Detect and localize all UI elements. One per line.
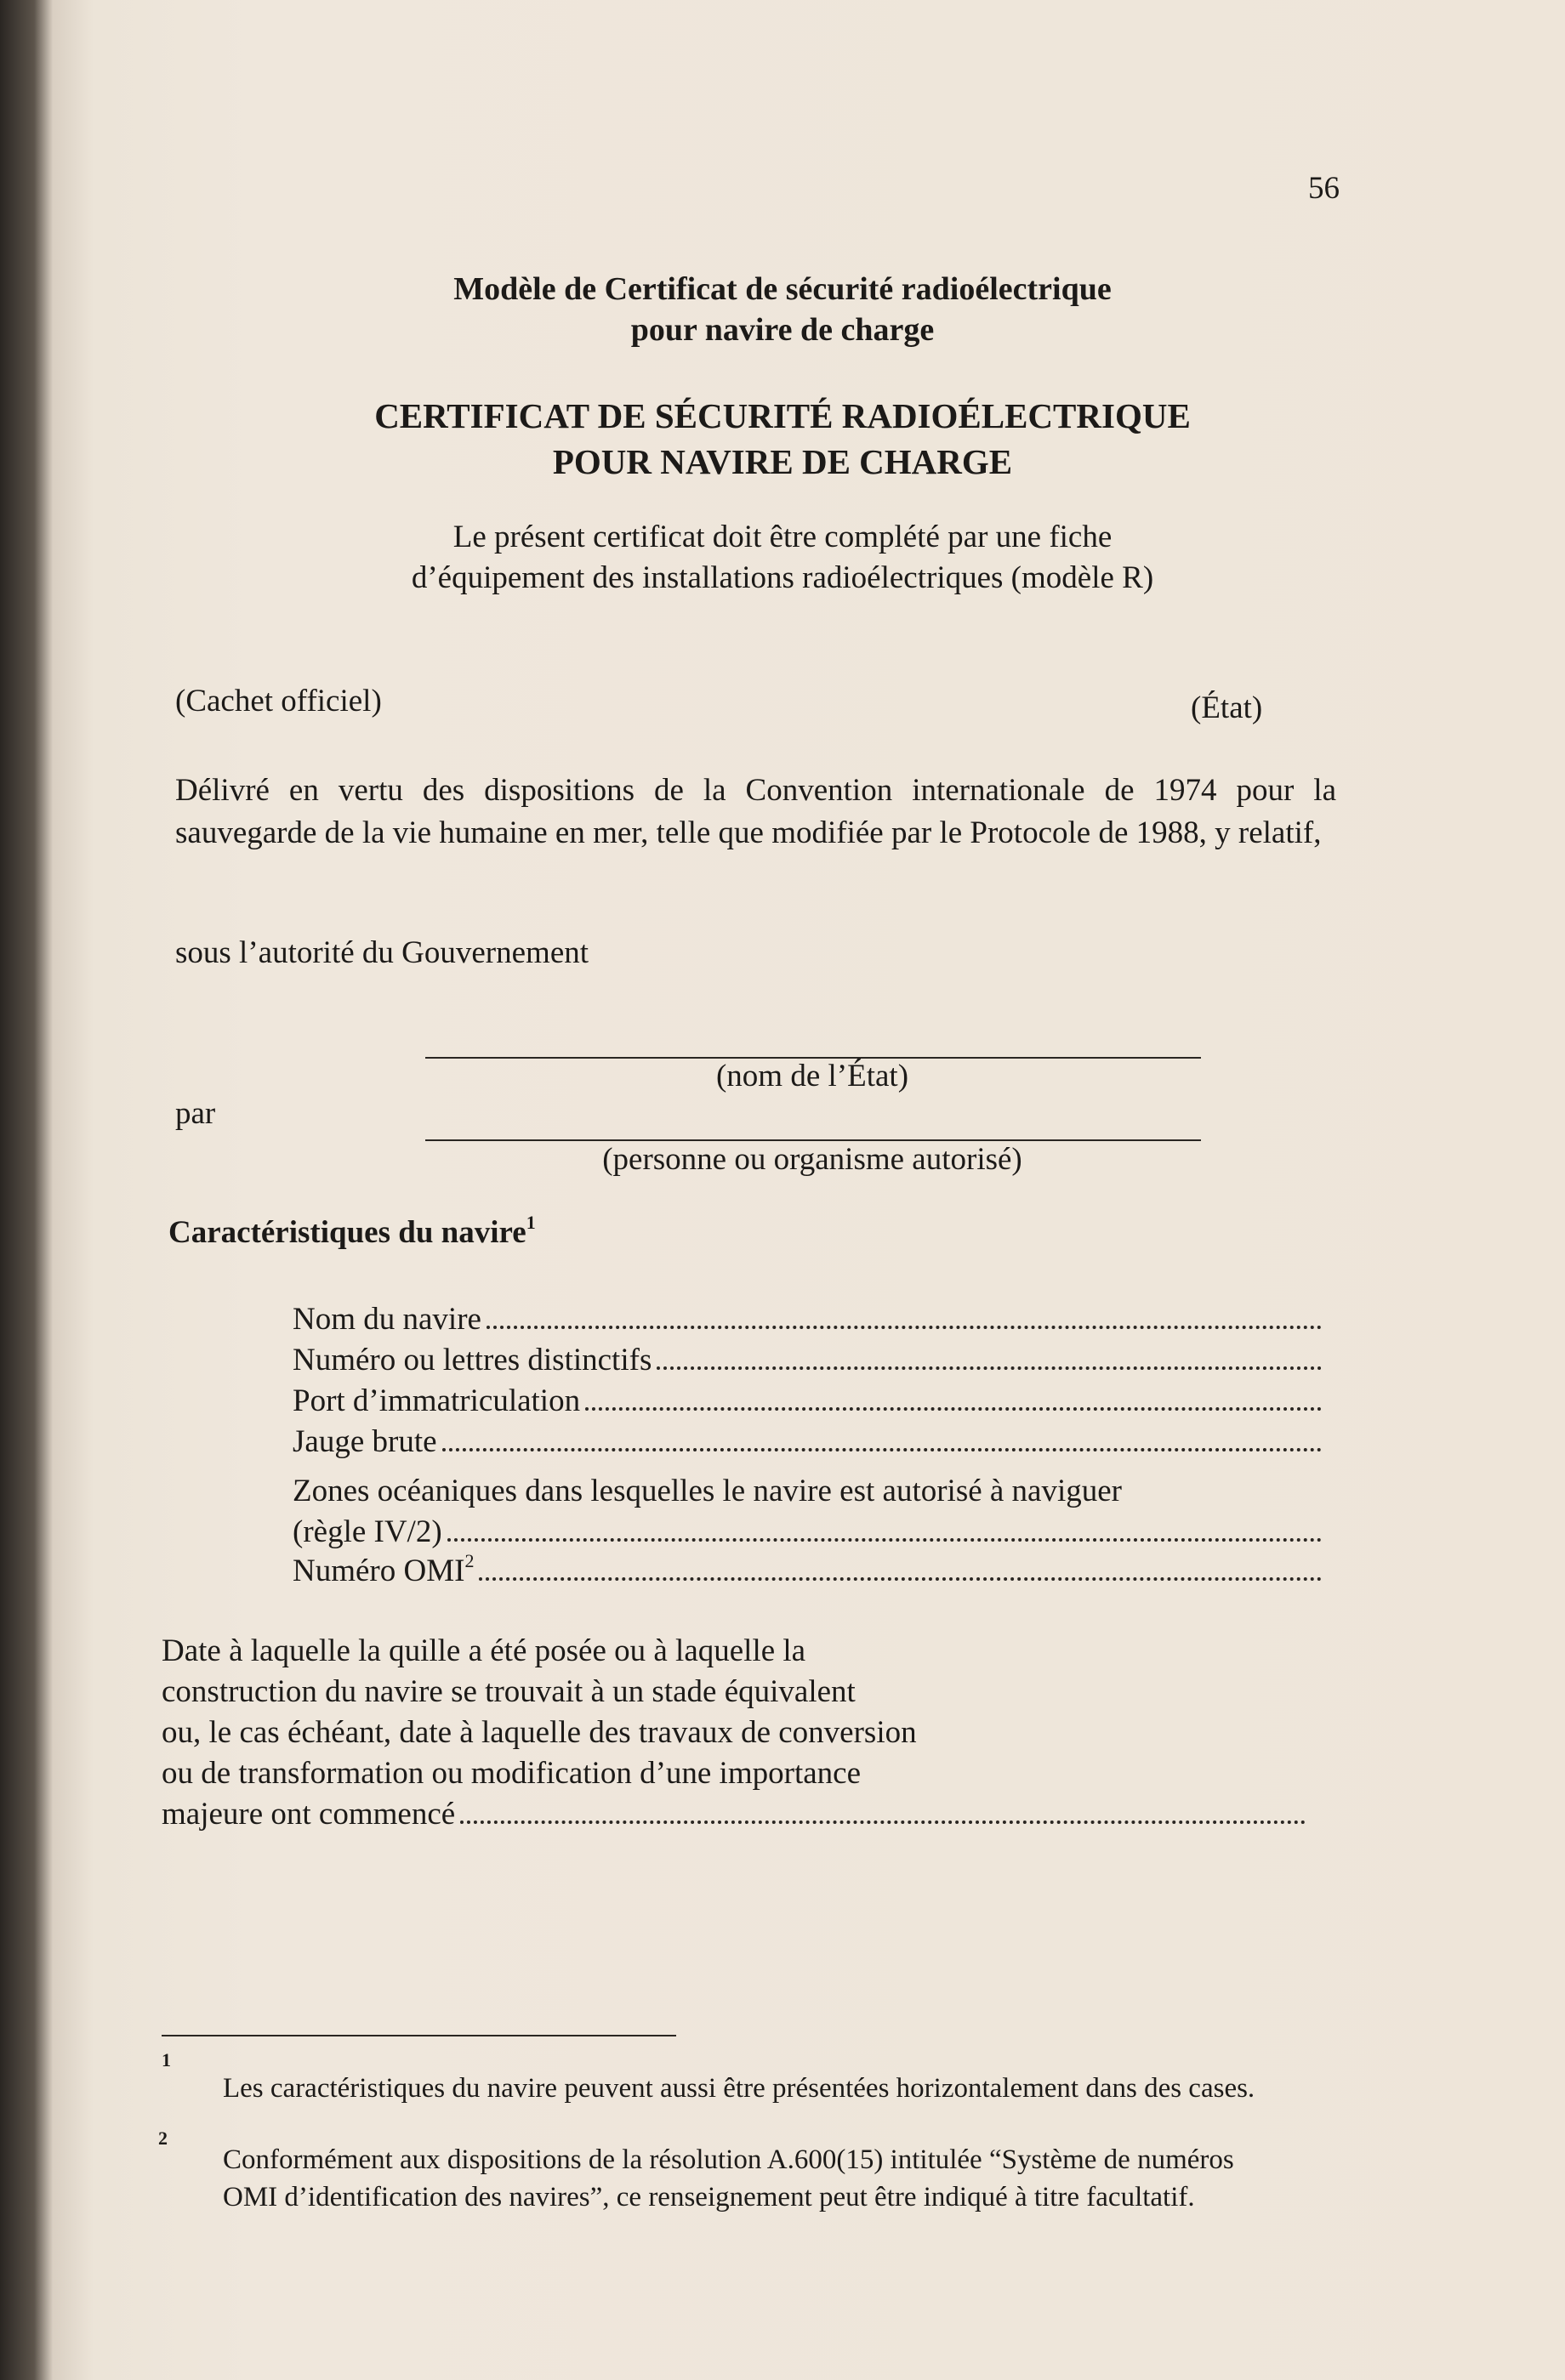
field-label: Port d’immatriculation <box>293 1383 581 1418</box>
certificate-subtitle: Le présent certificat doit être complété par une fiche d’équipement des installations radioélectriques (modèle R) <box>411 520 1154 595</box>
fill-line <box>460 1795 1306 1824</box>
certificate-title: CERTIFICAT DE SÉCURITÉ RADIOÉLECTRIQUE POUR NAVIRE DE CHARGE <box>374 396 1191 481</box>
port-of-registry-field <box>293 1381 1322 1422</box>
by-label: par <box>175 1096 216 1131</box>
imo-number-field <box>293 1551 1322 1592</box>
fill-line <box>447 1513 1322 1542</box>
state-label: (État) <box>1191 690 1263 725</box>
authorized-person-label: (personne ou organisme autorisé) <box>602 1142 1022 1177</box>
keel-date-field: Date à laquelle la quille a été posée ou à laquelle la construction du navire se trouvait à un stade équivalent ou, le cas échéant, date à laquelle des travaux de conversion ou de transformation ou modification d’une importance majeure ont commencé <box>162 1631 1306 1835</box>
state-name-label: (nom de l’État) <box>715 1059 909 1093</box>
official-stamp-label: (Cachet officiel) <box>175 684 382 719</box>
issued-under-text: Délivré en vertu des dispositions de la Convention internationale de 1974 pour la sauvegarde de la vie humaine en mer, telle que modifiée par le Protocole de 1988, y relatif, <box>175 773 1336 850</box>
distinctive-number-field <box>293 1340 1322 1381</box>
field-label: Numéro OMI$^2$ <box>293 1550 475 1588</box>
fill-line <box>479 1552 1322 1581</box>
fill-line <box>487 1300 1322 1329</box>
ship-name-field <box>293 1299 1322 1340</box>
field-label: Jauge brute <box>293 1424 437 1459</box>
sea-areas-field <box>293 1512 1322 1553</box>
fill-line <box>585 1382 1322 1411</box>
authority-text: sous l’autorité du Gouvernement <box>175 935 589 970</box>
fill-line <box>442 1423 1322 1451</box>
footnote-number: 2 <box>158 2127 168 2149</box>
page-number: 56 <box>1308 171 1340 206</box>
field-label: Numéro ou lettres distinctifs <box>293 1343 652 1377</box>
field-label: Nom du navire <box>293 1302 481 1337</box>
footnote-ref: 1 <box>526 1212 536 1233</box>
field-label: (règle IV/2) <box>293 1514 442 1549</box>
sea-areas-label: Zones océaniques dans lesquelles le navire est autorisé à naviguer <box>293 1474 1123 1508</box>
footnote-number: 1 <box>162 2049 171 2070</box>
footnote-text: Conformément aux dispositions de la résolution A.600(15) intitulée “Système de numéros OMI d’identification des navires”, ce renseignement peut être indiqué à titre facultatif. <box>223 2144 1234 2212</box>
footnote-separator <box>162 2035 676 2036</box>
footnote-ref: 2 <box>464 1550 475 1571</box>
ship-particulars-title: Caractéristiques du navire$^1$ <box>168 1212 536 1250</box>
fill-line <box>657 1341 1322 1370</box>
model-title: Modèle de Certificat de sécurité radioélectrique pour navire de charge <box>453 271 1112 348</box>
footnote-text: Les caractéristiques du navire peuvent aussi être présentées horizontalement dans des cases. <box>223 2073 1255 2104</box>
gross-tonnage-field <box>293 1422 1322 1463</box>
